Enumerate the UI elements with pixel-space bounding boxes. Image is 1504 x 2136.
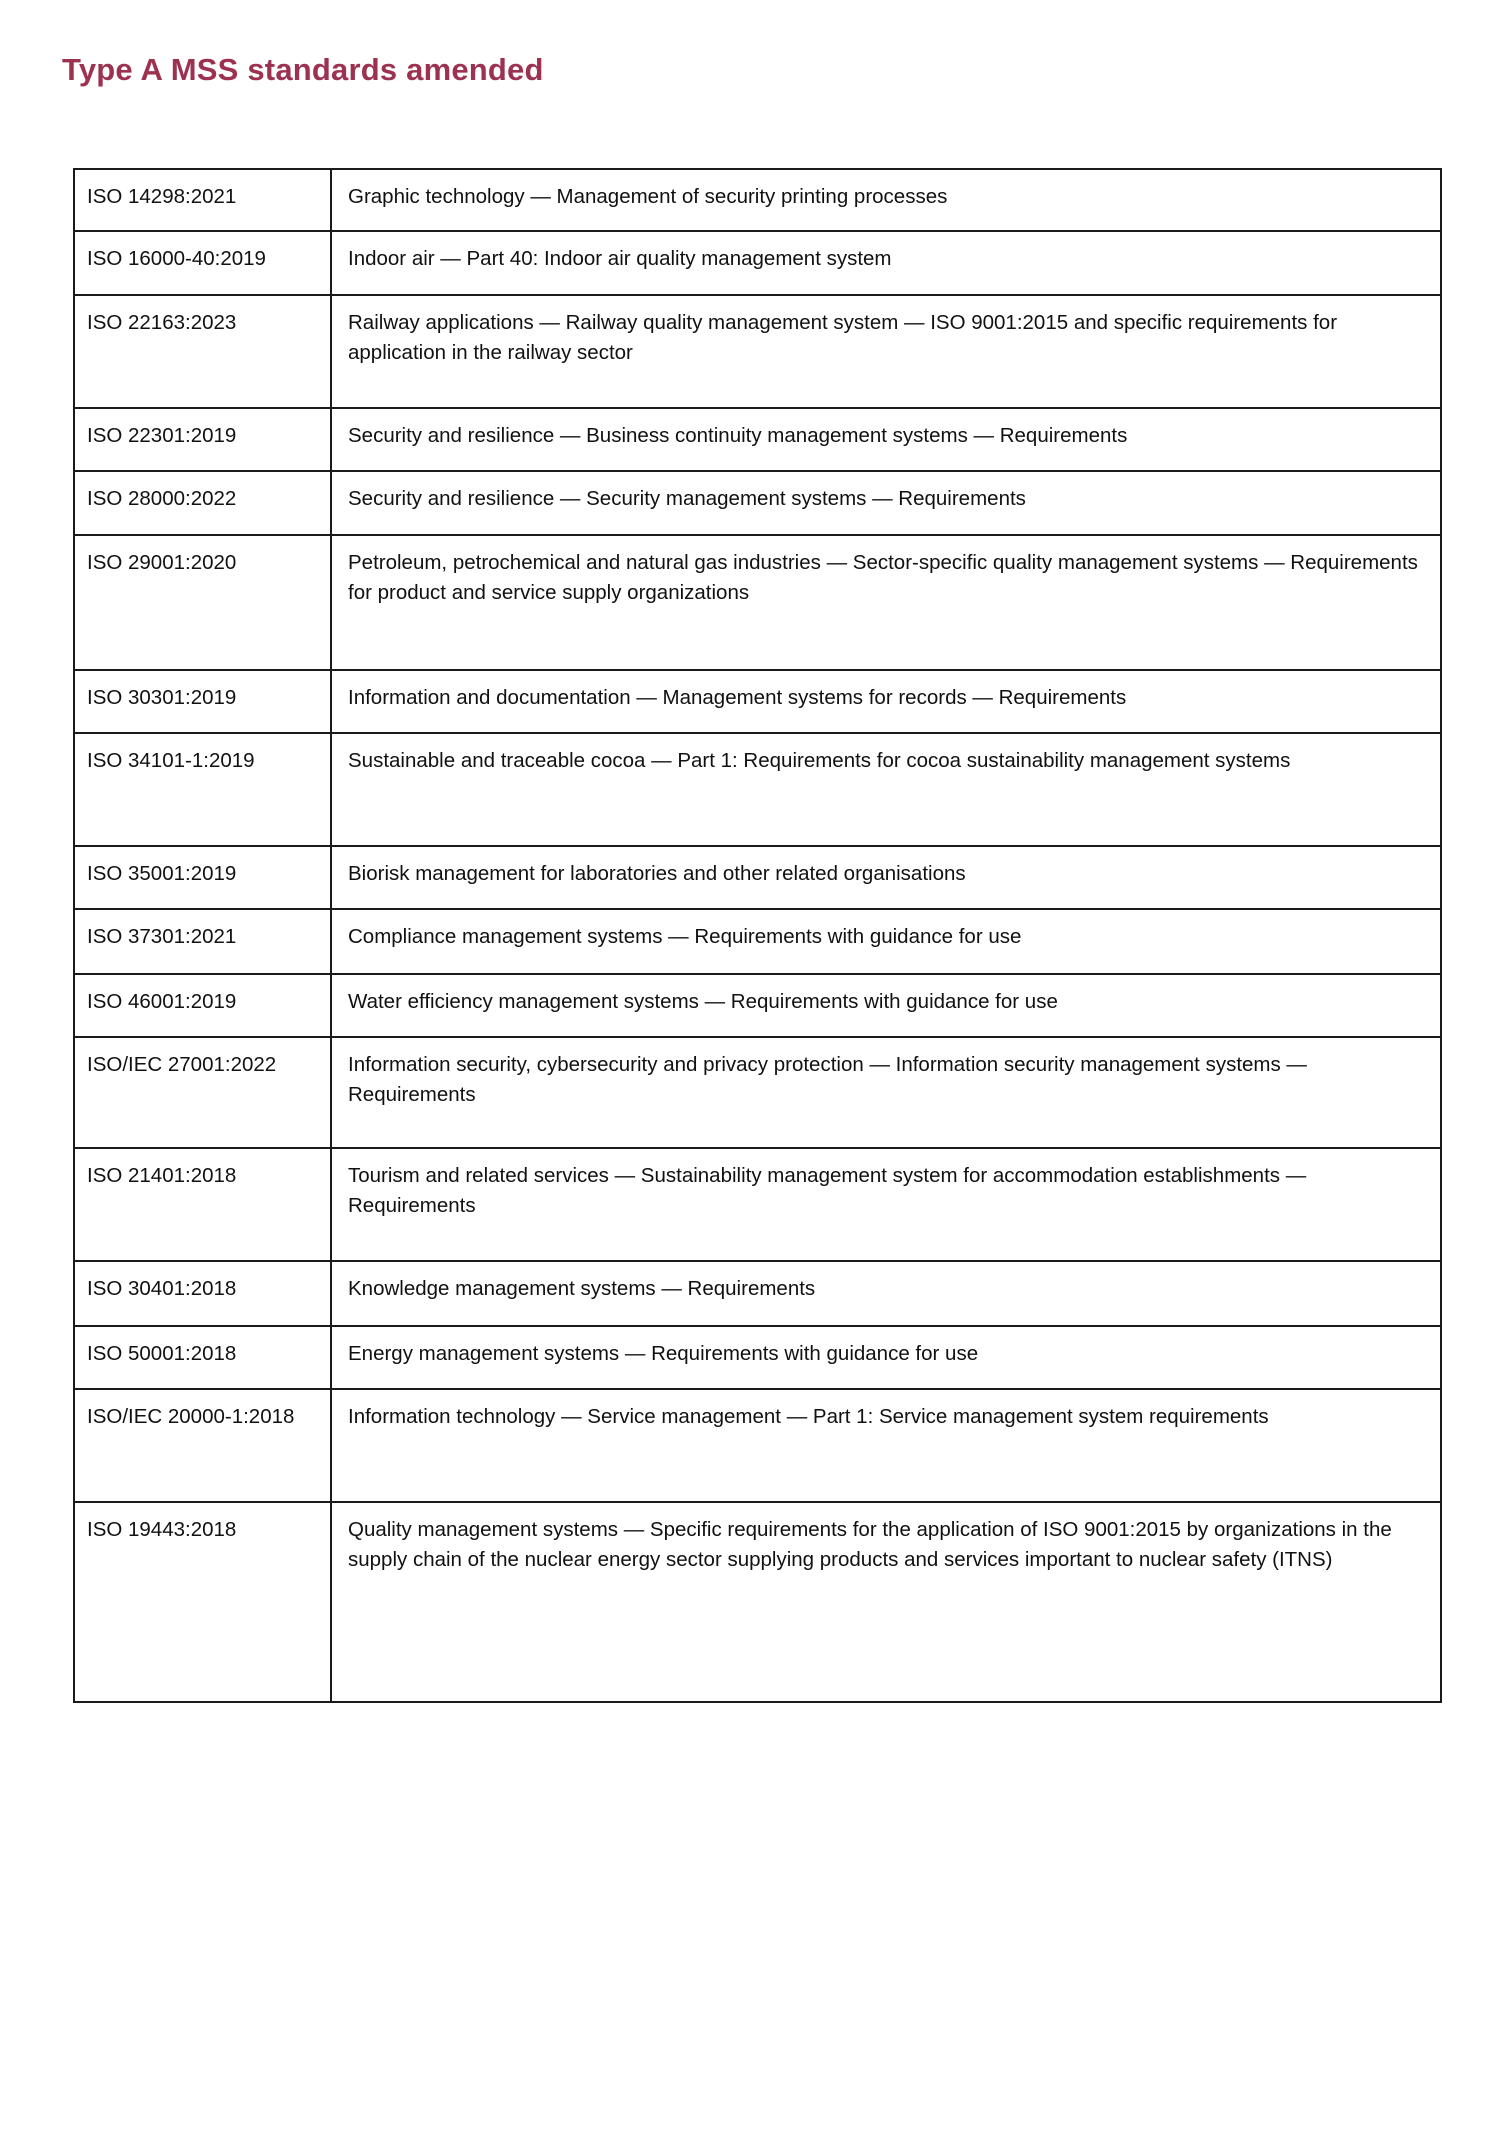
standard-code-cell: ISO 30401:2018 <box>74 1261 331 1326</box>
standard-code-cell: ISO 14298:2021 <box>74 169 331 231</box>
standard-title-cell: Quality management systems — Specific requirements for the application of ISO 9001:2015 by organizations in the supply chain of the nuclear energy sector supplying products and services important to nuclear safety (ITNS) <box>331 1502 1441 1702</box>
standard-title-cell: Security and resilience — Security management systems — Requirements <box>331 471 1441 535</box>
table-row <box>74 1326 1441 1389</box>
standard-code-cell: ISO 28000:2022 <box>74 471 331 535</box>
standard-code-cell: ISO 19443:2018 <box>74 1502 331 1702</box>
table-row <box>74 974 1441 1037</box>
standard-title-cell: Petroleum, petrochemical and natural gas industries — Sector-specific quality management systems — Requirements for product and service supply organizations <box>331 535 1441 670</box>
standard-title-cell: Tourism and related services — Sustainability management system for accommodation establishments — Requirements <box>331 1148 1441 1261</box>
table-row <box>74 535 1441 670</box>
standard-title-cell: Energy management systems — Requirements with guidance for use <box>331 1326 1441 1389</box>
table-row <box>74 733 1441 846</box>
table-row <box>74 408 1441 471</box>
table-row <box>74 846 1441 909</box>
standard-title-cell: Water efficiency management systems — Requirements with guidance for use <box>331 974 1441 1037</box>
table-row <box>74 295 1441 408</box>
table-row <box>74 471 1441 535</box>
standard-title-cell: Security and resilience — Business continuity management systems — Requirements <box>331 408 1441 471</box>
standard-code-cell: ISO 50001:2018 <box>74 1326 331 1389</box>
standard-code-cell: ISO 21401:2018 <box>74 1148 331 1261</box>
standard-title-cell: Information and documentation — Management systems for records — Requirements <box>331 670 1441 733</box>
standard-code-cell: ISO 22301:2019 <box>74 408 331 471</box>
standard-title-cell: Indoor air — Part 40: Indoor air quality management system <box>331 231 1441 295</box>
standard-title-cell: Sustainable and traceable cocoa — Part 1: Requirements for cocoa sustainability management systems <box>331 733 1441 846</box>
page-title: Type A MSS standards amended <box>62 52 544 87</box>
standard-title-cell: Information security, cybersecurity and privacy protection — Information security management systems — Requirements <box>331 1037 1441 1148</box>
standard-title-cell: Biorisk management for laboratories and other related organisations <box>331 846 1441 909</box>
standard-code-cell: ISO 30301:2019 <box>74 670 331 733</box>
standard-title-cell: Graphic technology — Management of security printing processes <box>331 169 1441 231</box>
table-row <box>74 1037 1441 1148</box>
mss-standards-table-body <box>74 169 1441 1702</box>
standard-code-cell: ISO 46001:2019 <box>74 974 331 1037</box>
standard-code-cell: ISO 34101-1:2019 <box>74 733 331 846</box>
standard-title-cell: Knowledge management systems — Requirements <box>331 1261 1441 1326</box>
standard-code-cell: ISO/IEC 20000-1:2018 <box>74 1389 331 1502</box>
standard-title-cell: Compliance management systems — Requirements with guidance for use <box>331 909 1441 974</box>
standard-code-cell: ISO 29001:2020 <box>74 535 331 670</box>
standard-code-cell: ISO 16000-40:2019 <box>74 231 331 295</box>
standard-code-cell: ISO 37301:2021 <box>74 909 331 974</box>
standard-code-cell: ISO/IEC 27001:2022 <box>74 1037 331 1148</box>
table-row <box>74 1148 1441 1261</box>
table-row <box>74 169 1441 231</box>
table-row <box>74 1389 1441 1502</box>
standard-code-cell: ISO 22163:2023 <box>74 295 331 408</box>
standard-title-cell: Information technology — Service management — Part 1: Service management system requirements <box>331 1389 1441 1502</box>
table-row <box>74 909 1441 974</box>
table-row <box>74 231 1441 295</box>
table-row <box>74 1261 1441 1326</box>
standard-title-cell: Railway applications — Railway quality management system — ISO 9001:2015 and specific requirements for application in the railway sector <box>331 295 1441 408</box>
standard-code-cell: ISO 35001:2019 <box>74 846 331 909</box>
mss-standards-table <box>73 168 1442 1703</box>
table-row <box>74 1502 1441 1702</box>
table-row <box>74 670 1441 733</box>
